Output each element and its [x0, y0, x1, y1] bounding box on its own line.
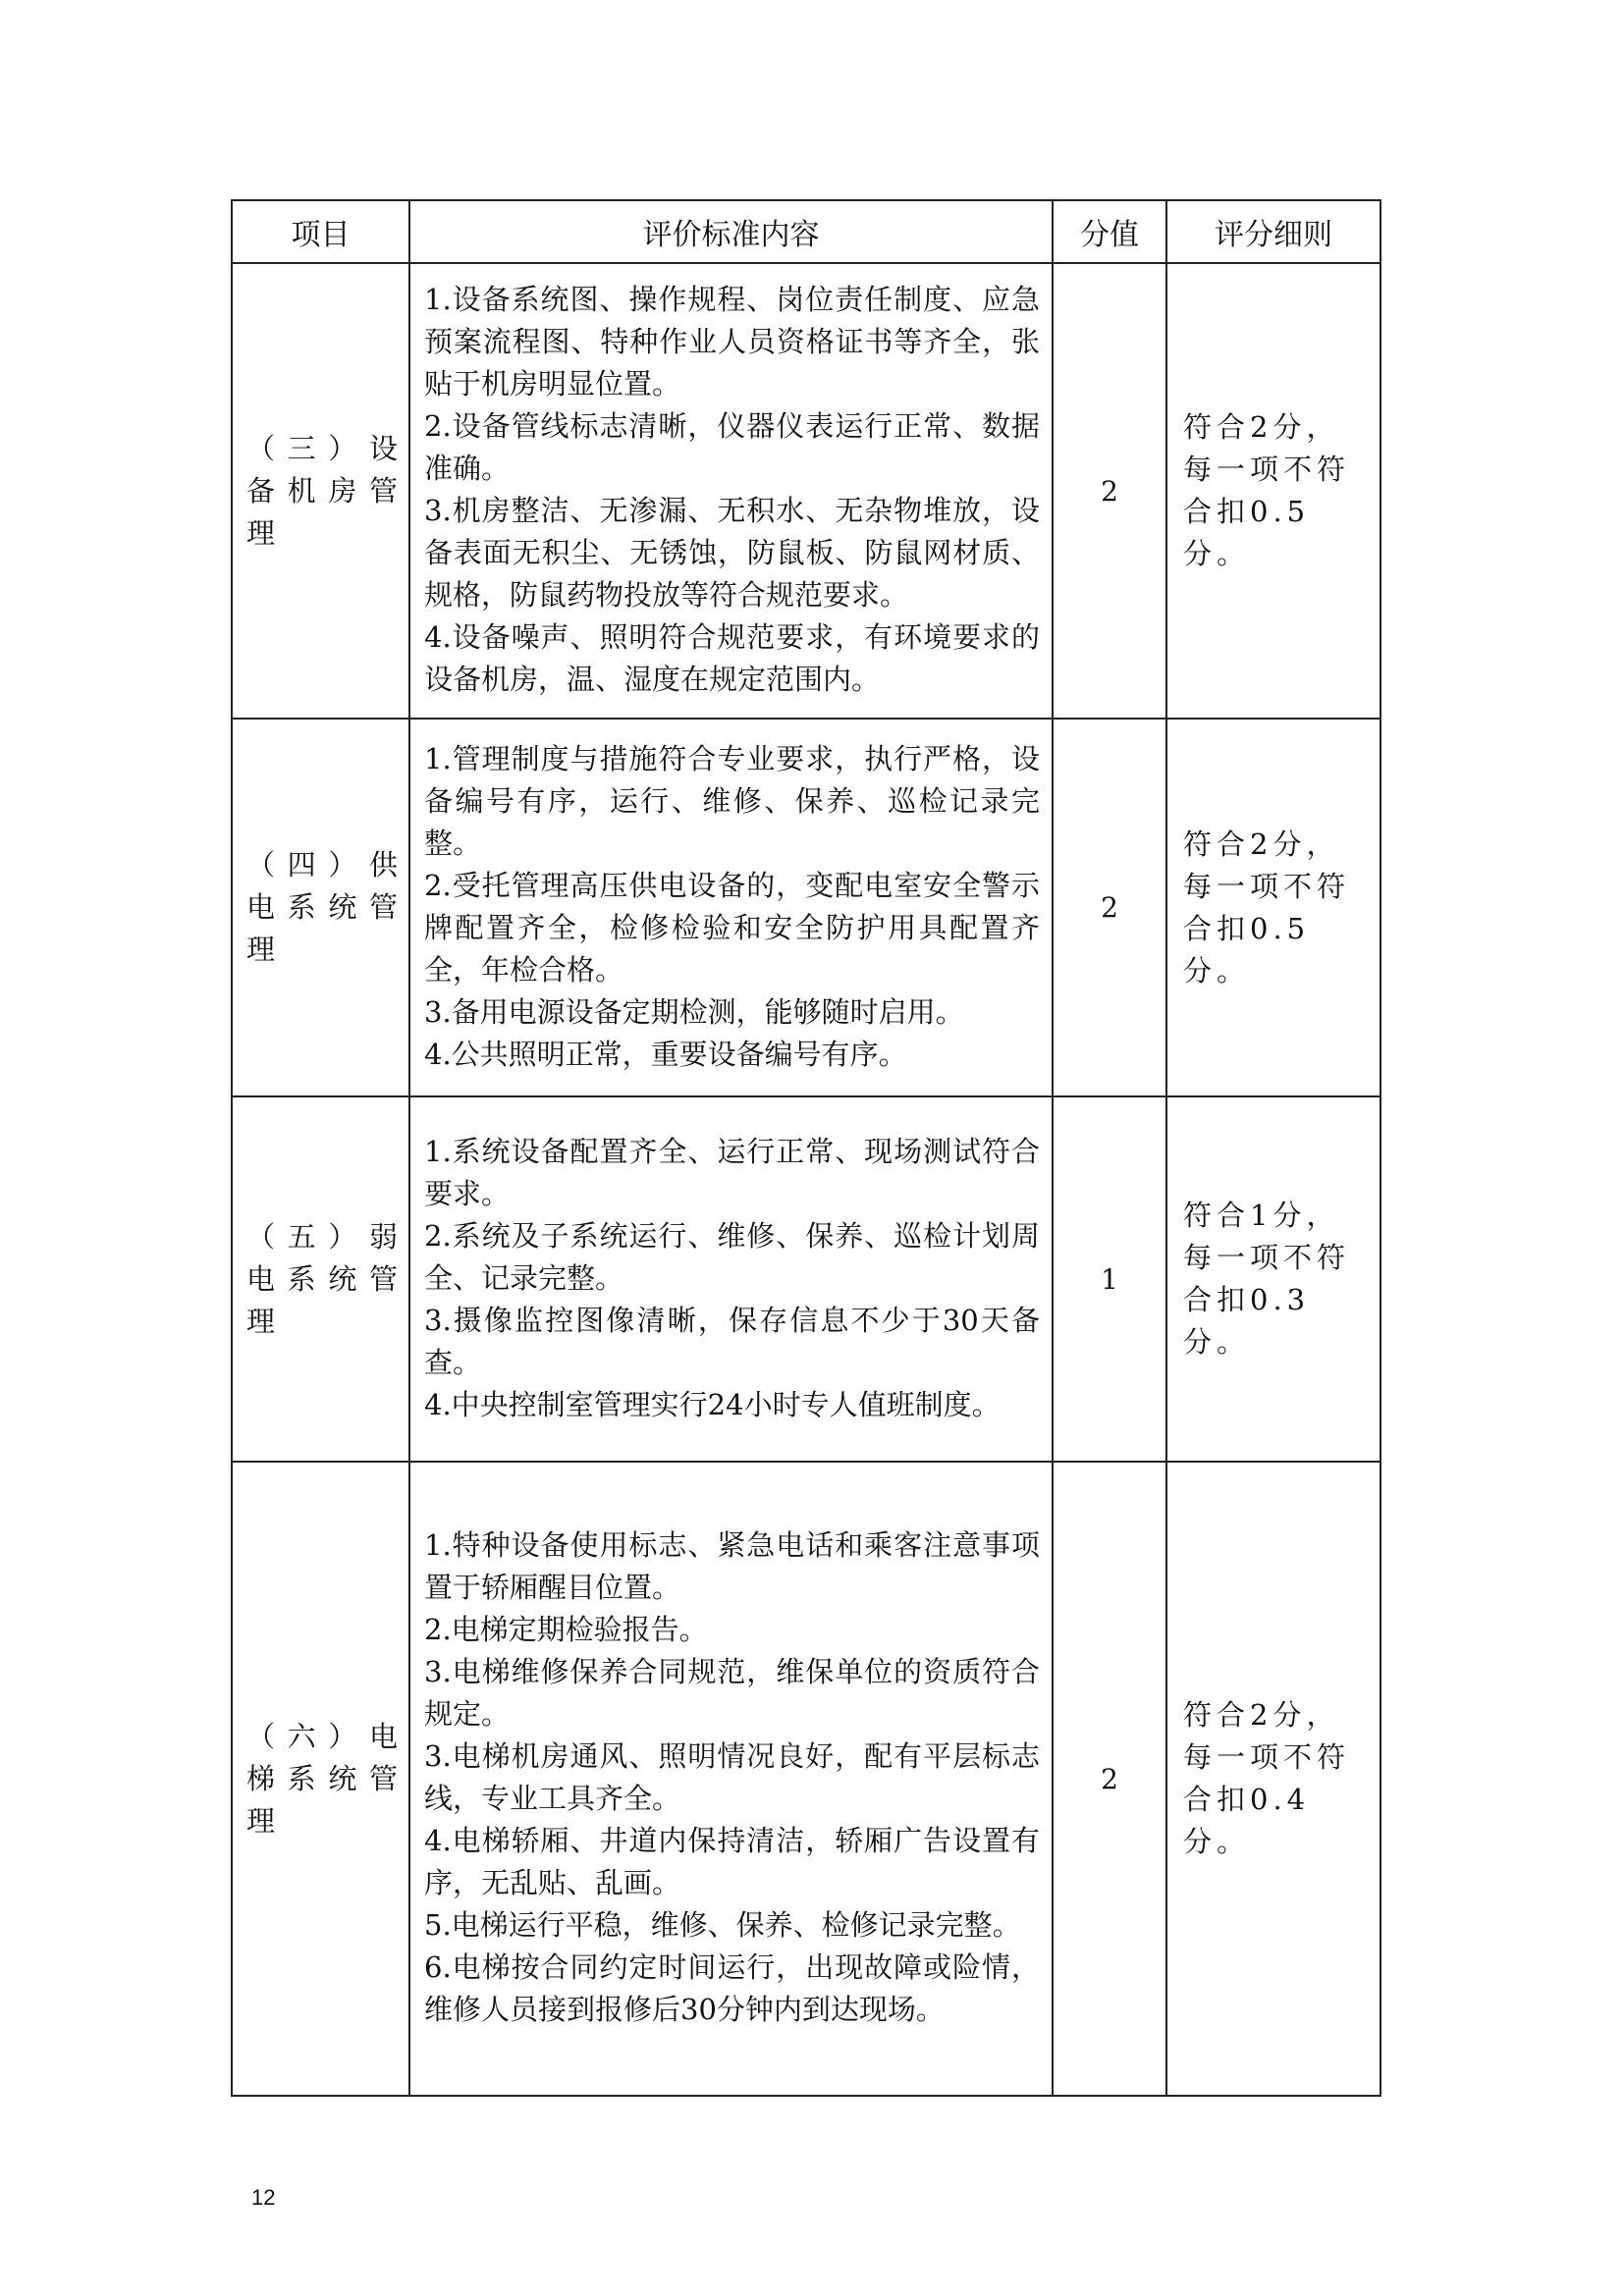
- row-content: [409, 1096, 1053, 1462]
- evaluation-table: [231, 199, 1381, 2097]
- table-row: [232, 719, 1380, 1096]
- table-row: [232, 1096, 1380, 1462]
- criterion: 3.电梯维修保养合同规范，维保单位的资质符合规定。: [424, 1655, 1040, 1731]
- row-item: （四）供电系统管理: [232, 719, 409, 1096]
- criterion: 2.设备管线标志清晰，仪器仪表运行正常、数据准确。: [424, 409, 1040, 485]
- row-score: 2: [1053, 263, 1166, 719]
- criterion: 2.受托管理高压供电设备的，变配电室安全警示牌配置齐全，检修检验和安全防护用具配置齐全，年检合格。: [424, 868, 1040, 987]
- row-rule: 符合2分，每一项不符合扣0.5分。: [1166, 263, 1380, 719]
- header-rule: 评分细则: [1166, 200, 1380, 263]
- row-content: [409, 1462, 1053, 2096]
- header-content: 评价标准内容: [409, 200, 1053, 263]
- criterion: 4.电梯轿厢、井道内保持清洁，轿厢广告设置有序，无乱贴、乱画。: [424, 1824, 1040, 1899]
- row-content: [409, 719, 1053, 1096]
- criterion: 5.电梯运行平稳，维修、保养、检修记录完整。: [424, 1908, 1021, 1942]
- criterion: 1.设备系统图、操作规程、岗位责任制度、应急预案流程图、特种作业人员资格证书等齐全，张贴于机房明显位置。: [424, 283, 1040, 400]
- row-score: 2: [1053, 1462, 1166, 2096]
- criterion: 4.设备噪声、照明符合规范要求，有环境要求的设备机房，温、湿度在规定范围内。: [424, 620, 1040, 696]
- row-rule: 符合2分，每一项不符合扣0.4分。: [1166, 1462, 1380, 2096]
- criterion: 3.机房整洁、无渗漏、无积水、无杂物堆放，设备表面无积尘、无锈蚀，防鼠板、防鼠网材质、规格，防鼠药物投放等符合规范要求。: [424, 494, 1040, 612]
- criterion: 6.电梯按合同约定时间运行，出现故障或险情，维修人员接到报修后30分钟内到达现场。: [424, 1950, 1040, 2026]
- row-score: 1: [1053, 1096, 1166, 1462]
- criterion: 2.系统及子系统运行、维修、保养、巡检计划周全、记录完整。: [424, 1218, 1040, 1295]
- row-item: （三）设备机房管理: [232, 263, 409, 719]
- criterion: 1.特种设备使用标志、紧急电话和乘客注意事项置于轿厢醒目位置。: [424, 1528, 1040, 1604]
- header-score: 分值: [1053, 200, 1166, 263]
- criterion: 1.系统设备配置齐全、运行正常、现场测试符合要求。: [424, 1134, 1040, 1210]
- criterion: 4.中央控制室管理实行24小时专人值班制度。: [424, 1387, 1001, 1421]
- criterion: 3.电梯机房通风、照明情况良好，配有平层标志线，专业工具齐全。: [424, 1739, 1040, 1815]
- page-number: 12: [251, 2185, 276, 2210]
- criterion: 3.备用电源设备定期检测，能够随时启用。: [424, 994, 964, 1029]
- criterion: 2.电梯定期检验报告。: [424, 1613, 708, 1646]
- table-row: [232, 1462, 1380, 2096]
- row-content: [409, 263, 1053, 719]
- criterion: 4.公共照明正常，重要设备编号有序。: [424, 1037, 907, 1071]
- header-item: 项目: [232, 200, 409, 263]
- table-row: [232, 263, 1380, 719]
- row-rule: 符合2分，每一项不符合扣0.5分。: [1166, 719, 1380, 1096]
- criterion: 1.管理制度与措施符合专业要求，执行严格，设备编号有序，运行、维修、保养、巡检记录完整。: [424, 741, 1040, 860]
- row-item: （五）弱电系统管理: [232, 1096, 409, 1462]
- criterion: 3.摄像监控图像清晰，保存信息不少于30天备查。: [424, 1303, 1040, 1379]
- row-score: 2: [1053, 719, 1166, 1096]
- row-rule: 符合1分，每一项不符合扣0.3分。: [1166, 1096, 1380, 1462]
- table-header-row: [232, 200, 1380, 263]
- row-item: （六）电梯系统管理: [232, 1462, 409, 2096]
